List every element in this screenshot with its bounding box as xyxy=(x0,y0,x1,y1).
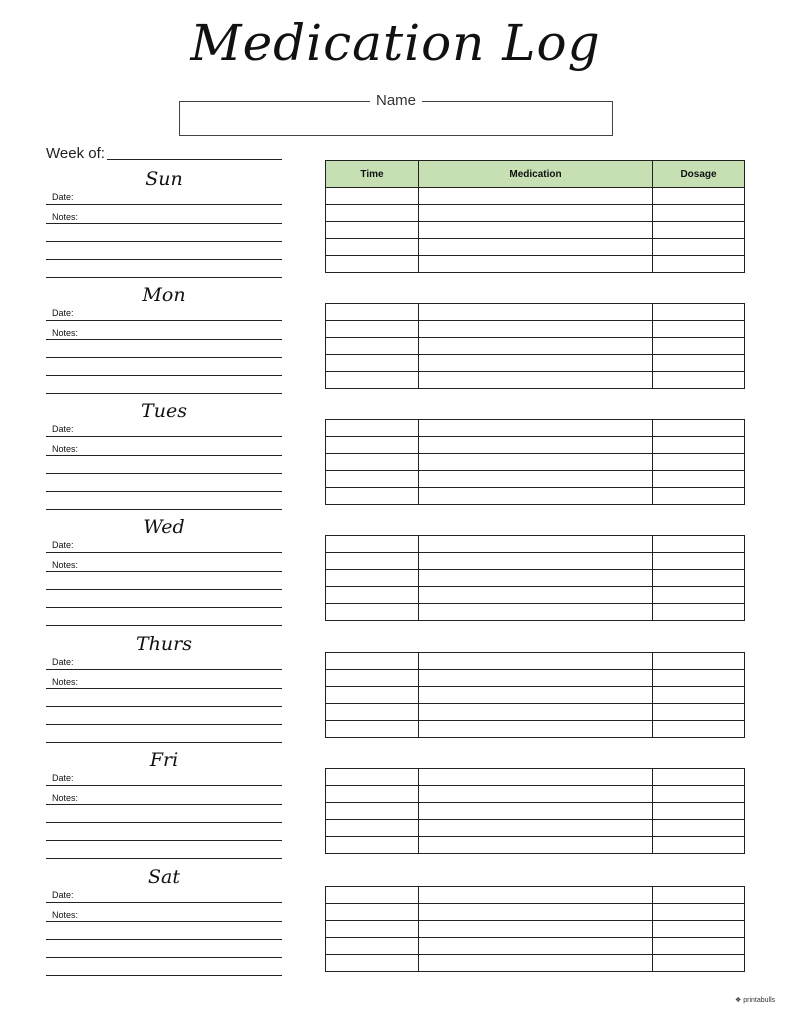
notes-line[interactable] xyxy=(46,571,282,572)
time-cell[interactable] xyxy=(326,704,419,721)
table-row xyxy=(326,420,745,437)
notes-line[interactable] xyxy=(46,921,282,922)
medication-cell[interactable] xyxy=(419,239,653,256)
dosage-cell[interactable] xyxy=(653,687,745,704)
medication-cell[interactable] xyxy=(419,304,653,321)
time-cell[interactable] xyxy=(326,304,419,321)
time-header: Time xyxy=(326,161,419,188)
date-line[interactable] xyxy=(46,436,282,437)
medication-table-tues xyxy=(325,419,745,505)
notes-line[interactable] xyxy=(46,858,282,859)
dosage-cell[interactable] xyxy=(653,372,745,389)
table-row xyxy=(326,553,745,570)
table-row xyxy=(326,321,745,338)
dosage-cell[interactable] xyxy=(653,188,745,205)
notes-line[interactable] xyxy=(46,259,282,260)
medication-cell[interactable] xyxy=(419,687,653,704)
medication-cell[interactable] xyxy=(419,670,653,687)
medication-cell[interactable] xyxy=(419,222,653,239)
day-title: Mon xyxy=(142,284,186,306)
time-cell[interactable] xyxy=(326,687,419,704)
table-row xyxy=(326,437,745,454)
table-row xyxy=(326,938,745,955)
dosage-cell[interactable] xyxy=(653,570,745,587)
brand-logo xyxy=(735,996,775,1004)
day-block-sat xyxy=(46,866,282,986)
date-label: Date: xyxy=(52,773,74,783)
dosage-cell[interactable] xyxy=(653,420,745,437)
notes-line[interactable] xyxy=(46,509,282,510)
time-cell[interactable] xyxy=(326,653,419,670)
dosage-cell[interactable] xyxy=(653,454,745,471)
time-cell[interactable] xyxy=(326,769,419,786)
page-title: Medication Log xyxy=(190,14,601,72)
table-row xyxy=(326,239,745,256)
notes-line[interactable] xyxy=(46,607,282,608)
table-row xyxy=(326,837,745,854)
medication-table-mon xyxy=(325,303,745,389)
notes-label: Notes: xyxy=(52,677,79,687)
time-cell[interactable] xyxy=(326,321,419,338)
medication-cell[interactable] xyxy=(419,837,653,854)
date-label: Date: xyxy=(52,424,74,434)
time-cell[interactable] xyxy=(326,938,419,955)
notes-label: Notes: xyxy=(52,560,79,570)
dosage-cell[interactable] xyxy=(653,304,745,321)
time-cell[interactable] xyxy=(326,205,419,222)
table-row xyxy=(326,721,745,738)
time-cell[interactable] xyxy=(326,604,419,621)
dosage-cell[interactable] xyxy=(653,321,745,338)
dosage-cell[interactable] xyxy=(653,704,745,721)
medication-cell[interactable] xyxy=(419,721,653,738)
medication-cell[interactable] xyxy=(419,604,653,621)
brand-text: printabulls xyxy=(743,997,776,1004)
time-cell[interactable] xyxy=(326,955,419,972)
notes-line[interactable] xyxy=(46,724,282,725)
dosage-cell[interactable] xyxy=(653,488,745,505)
notes-line[interactable] xyxy=(46,804,282,805)
name-label: Name xyxy=(370,92,422,109)
table-row xyxy=(326,687,745,704)
medication-cell[interactable] xyxy=(419,904,653,921)
dosage-cell[interactable] xyxy=(653,587,745,604)
bull-icon: ❖ xyxy=(735,997,742,1004)
notes-line[interactable] xyxy=(46,473,282,474)
notes-line[interactable] xyxy=(46,957,282,958)
table-row xyxy=(326,820,745,837)
date-label: Date: xyxy=(52,657,74,667)
medication-cell[interactable] xyxy=(419,256,653,273)
medication-cell[interactable] xyxy=(419,488,653,505)
time-cell[interactable] xyxy=(326,921,419,938)
notes-line[interactable] xyxy=(46,241,282,242)
medication-cell[interactable] xyxy=(419,420,653,437)
table-row xyxy=(326,205,745,222)
table-row xyxy=(326,803,745,820)
notes-label: Notes: xyxy=(52,212,79,222)
dosage-cell[interactable] xyxy=(653,239,745,256)
table-row xyxy=(326,570,745,587)
notes-label: Notes: xyxy=(52,793,79,803)
table-row xyxy=(326,355,745,372)
notes-label: Notes: xyxy=(52,328,79,338)
notes-line[interactable] xyxy=(46,375,282,376)
notes-line[interactable] xyxy=(46,706,282,707)
table-header-row xyxy=(326,161,745,188)
dosage-cell[interactable] xyxy=(653,721,745,738)
table-row xyxy=(326,454,745,471)
dosage-cell[interactable] xyxy=(653,205,745,222)
date-line[interactable] xyxy=(46,552,282,553)
time-cell[interactable] xyxy=(326,256,419,273)
medication-cell[interactable] xyxy=(419,437,653,454)
notes-line[interactable] xyxy=(46,742,282,743)
dosage-cell[interactable] xyxy=(653,820,745,837)
notes-line[interactable] xyxy=(46,491,282,492)
table-row xyxy=(326,904,745,921)
time-cell[interactable] xyxy=(326,553,419,570)
table-row xyxy=(326,222,745,239)
date-label: Date: xyxy=(52,890,74,900)
dosage-header: Dosage xyxy=(653,161,745,188)
notes-line[interactable] xyxy=(46,975,282,976)
week-of-field[interactable] xyxy=(107,159,282,160)
medication-table-wed xyxy=(325,535,745,621)
time-cell[interactable] xyxy=(326,887,419,904)
notes-line[interactable] xyxy=(46,589,282,590)
notes-line[interactable] xyxy=(46,277,282,278)
week-of-label: Week of: xyxy=(46,145,105,162)
day-block-fri xyxy=(46,749,282,869)
medication-cell[interactable] xyxy=(419,454,653,471)
table-row xyxy=(326,304,745,321)
dosage-cell[interactable] xyxy=(653,338,745,355)
day-title: Fri xyxy=(149,749,179,771)
time-cell[interactable] xyxy=(326,188,419,205)
notes-line[interactable] xyxy=(46,223,282,224)
day-block-tues xyxy=(46,400,282,520)
dosage-cell[interactable] xyxy=(653,553,745,570)
medication-cell[interactable] xyxy=(419,955,653,972)
table-row xyxy=(326,604,745,621)
table-row xyxy=(326,587,745,604)
notes-line[interactable] xyxy=(46,625,282,626)
dosage-cell[interactable] xyxy=(653,256,745,273)
time-cell[interactable] xyxy=(326,570,419,587)
medication-table-thurs xyxy=(325,652,745,738)
table-row xyxy=(326,704,745,721)
notes-line[interactable] xyxy=(46,455,282,456)
notes-line[interactable] xyxy=(46,822,282,823)
notes-line[interactable] xyxy=(46,688,282,689)
medication-cell[interactable] xyxy=(419,355,653,372)
table-row xyxy=(326,471,745,488)
date-label: Date: xyxy=(52,192,74,202)
time-cell[interactable] xyxy=(326,488,419,505)
time-cell[interactable] xyxy=(326,670,419,687)
medication-cell[interactable] xyxy=(419,372,653,389)
medication-cell[interactable] xyxy=(419,653,653,670)
medication-header: Medication xyxy=(419,161,653,188)
medication-cell[interactable] xyxy=(419,769,653,786)
time-cell[interactable] xyxy=(326,222,419,239)
dosage-cell[interactable] xyxy=(653,222,745,239)
medication-cell[interactable] xyxy=(419,921,653,938)
table-row xyxy=(326,921,745,938)
date-label: Date: xyxy=(52,540,74,550)
medication-cell[interactable] xyxy=(419,536,653,553)
table-row xyxy=(326,955,745,972)
table-row xyxy=(326,372,745,389)
medication-cell[interactable] xyxy=(419,786,653,803)
day-title: Sun xyxy=(145,168,183,190)
medication-table-sat xyxy=(325,886,745,972)
dosage-cell[interactable] xyxy=(653,769,745,786)
medication-cell[interactable] xyxy=(419,338,653,355)
medication-cell[interactable] xyxy=(419,587,653,604)
time-cell[interactable] xyxy=(326,420,419,437)
table-row xyxy=(326,536,745,553)
day-title: Tues xyxy=(141,400,187,422)
notes-line[interactable] xyxy=(46,939,282,940)
day-block-thurs xyxy=(46,633,282,753)
notes-line[interactable] xyxy=(46,840,282,841)
medication-cell[interactable] xyxy=(419,887,653,904)
table-row xyxy=(326,338,745,355)
medication-cell[interactable] xyxy=(419,704,653,721)
dosage-cell[interactable] xyxy=(653,437,745,454)
day-block-wed xyxy=(46,516,282,636)
medication-cell[interactable] xyxy=(419,938,653,955)
table-row xyxy=(326,887,745,904)
time-cell[interactable] xyxy=(326,355,419,372)
medication-cell[interactable] xyxy=(419,321,653,338)
notes-label: Notes: xyxy=(52,910,79,920)
time-cell[interactable] xyxy=(326,536,419,553)
time-cell[interactable] xyxy=(326,820,419,837)
medication-cell[interactable] xyxy=(419,188,653,205)
dosage-cell[interactable] xyxy=(653,904,745,921)
name-field[interactable] xyxy=(179,92,613,136)
time-cell[interactable] xyxy=(326,454,419,471)
medication-cell[interactable] xyxy=(419,205,653,222)
medication-cell[interactable] xyxy=(419,570,653,587)
table-row xyxy=(326,670,745,687)
medication-cell[interactable] xyxy=(419,803,653,820)
date-line[interactable] xyxy=(46,785,282,786)
date-label: Date: xyxy=(52,308,74,318)
notes-line[interactable] xyxy=(46,339,282,340)
medication-cell[interactable] xyxy=(419,553,653,570)
table-row xyxy=(326,488,745,505)
dosage-cell[interactable] xyxy=(653,536,745,553)
date-line[interactable] xyxy=(46,902,282,903)
dosage-cell[interactable] xyxy=(653,887,745,904)
table-row xyxy=(326,786,745,803)
date-line[interactable] xyxy=(46,320,282,321)
time-cell[interactable] xyxy=(326,239,419,256)
notes-label: Notes: xyxy=(52,444,79,454)
dosage-cell[interactable] xyxy=(653,604,745,621)
table-row xyxy=(326,769,745,786)
table-row xyxy=(326,188,745,205)
time-cell[interactable] xyxy=(326,837,419,854)
dosage-cell[interactable] xyxy=(653,955,745,972)
day-block-sun xyxy=(46,168,282,288)
table-row xyxy=(326,256,745,273)
dosage-cell[interactable] xyxy=(653,653,745,670)
dosage-cell[interactable] xyxy=(653,786,745,803)
time-cell[interactable] xyxy=(326,338,419,355)
time-cell[interactable] xyxy=(326,803,419,820)
time-cell[interactable] xyxy=(326,786,419,803)
dosage-cell[interactable] xyxy=(653,670,745,687)
dosage-cell[interactable] xyxy=(653,837,745,854)
time-cell[interactable] xyxy=(326,372,419,389)
medication-cell[interactable] xyxy=(419,471,653,488)
day-block-mon xyxy=(46,284,282,404)
dosage-cell[interactable] xyxy=(653,803,745,820)
date-line[interactable] xyxy=(46,204,282,205)
dosage-cell[interactable] xyxy=(653,938,745,955)
medication-table-fri xyxy=(325,768,745,854)
medication-cell[interactable] xyxy=(419,820,653,837)
day-title: Sat xyxy=(148,866,180,888)
dosage-cell[interactable] xyxy=(653,355,745,372)
notes-line[interactable] xyxy=(46,393,282,394)
dosage-cell[interactable] xyxy=(653,921,745,938)
time-cell[interactable] xyxy=(326,471,419,488)
time-cell[interactable] xyxy=(326,721,419,738)
notes-line[interactable] xyxy=(46,357,282,358)
dosage-cell[interactable] xyxy=(653,471,745,488)
day-title: Wed xyxy=(143,516,185,538)
time-cell[interactable] xyxy=(326,587,419,604)
day-title: Thurs xyxy=(136,633,192,655)
table-row xyxy=(326,653,745,670)
medication-table-sun xyxy=(325,160,745,273)
time-cell[interactable] xyxy=(326,904,419,921)
time-cell[interactable] xyxy=(326,437,419,454)
date-line[interactable] xyxy=(46,669,282,670)
